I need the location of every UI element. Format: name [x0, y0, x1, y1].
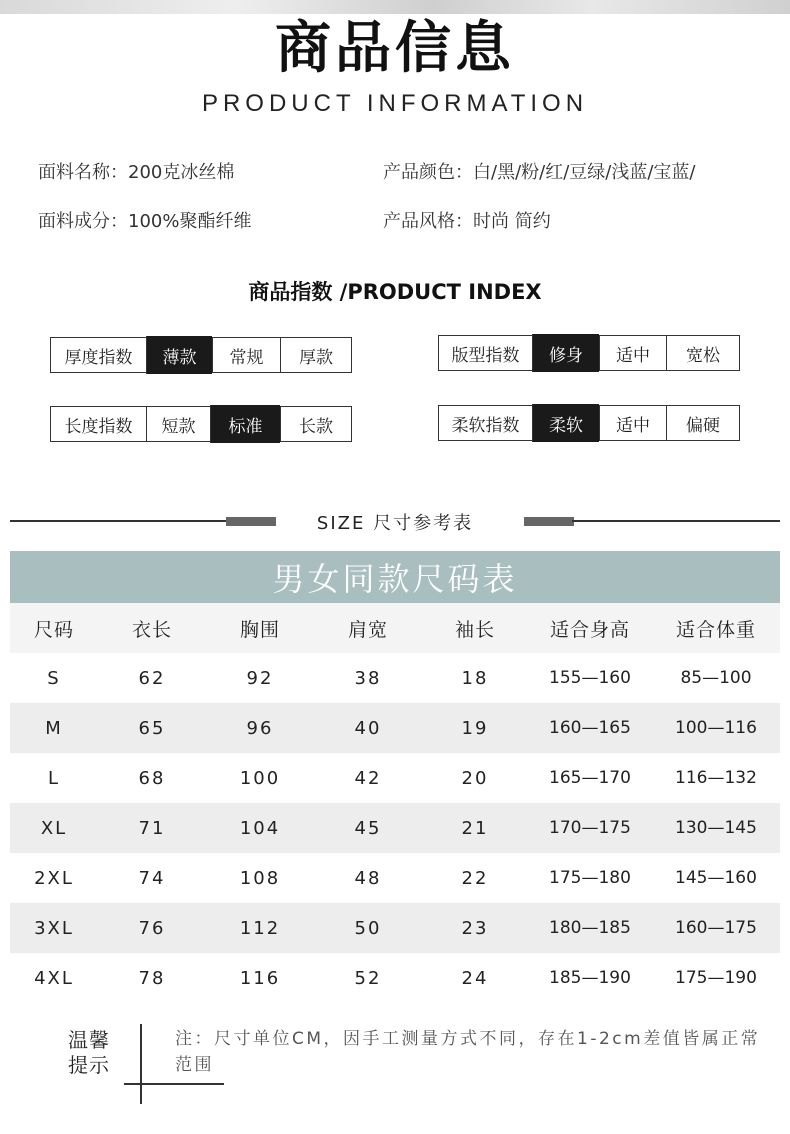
table-cell: 175—180	[549, 868, 631, 888]
fit-index-label: 版型指数	[451, 345, 520, 366]
info-colors: 产品颜色：白/黑/粉/红/豆绿/浅蓝/宝蓝/	[383, 162, 696, 183]
table-cell: M	[10, 703, 98, 753]
length-index-label: 长度指数	[64, 416, 133, 437]
table-cell: 116	[239, 967, 281, 989]
table-cell: 52	[354, 967, 382, 989]
table-cell: 19	[422, 703, 528, 753]
table-row	[10, 903, 780, 953]
tips-text: 注：尺寸单位CM，因手工测量方式不同，存在1-2cm差值皆属正常范围	[175, 1029, 761, 1075]
table-cell: 45	[314, 803, 422, 853]
size-table-body	[10, 653, 780, 1003]
size-section-label: SIZE 尺寸参考表	[316, 513, 474, 534]
table-cell: 65	[98, 703, 206, 753]
table-cell: 160—165	[528, 703, 652, 753]
table-row	[10, 953, 780, 1003]
table-cell: 170—175	[528, 803, 652, 853]
table-cell: 50	[314, 903, 422, 953]
table-cell: 112	[206, 903, 314, 953]
table-cell: 62	[138, 667, 166, 689]
fit-option-loose: 宽松	[666, 336, 739, 370]
table-cell: 18	[461, 667, 489, 689]
fit-index	[438, 335, 740, 371]
table-cell: 175—190	[675, 968, 757, 988]
table-row	[10, 803, 780, 853]
size-divider-right-block	[524, 517, 574, 526]
table-cell: 20	[461, 767, 489, 789]
table-row	[10, 753, 780, 803]
fit-option-slim: 修身	[532, 334, 599, 372]
table-cell: 74	[138, 867, 166, 889]
thickness-option-regular: 常规	[212, 338, 280, 372]
table-cell: 160—175	[652, 903, 780, 953]
table-cell: 155—160	[549, 668, 631, 688]
tips-vertical-line	[140, 1024, 142, 1104]
thickness-option-thick: 厚款	[280, 338, 351, 372]
thickness-index-label: 厚度指数	[64, 347, 133, 368]
header-size: 尺码	[10, 603, 98, 653]
table-row	[10, 703, 780, 753]
header-shoulder: 肩宽	[314, 603, 422, 653]
tips-label-line2: 提示	[68, 1053, 110, 1077]
table-cell: 68	[138, 767, 166, 789]
info-composition: 面料成分：100%聚酯纤维	[38, 211, 252, 232]
tips-label	[68, 1028, 124, 1078]
table-cell: XL	[10, 803, 98, 853]
table-cell: 130—145	[652, 803, 780, 853]
table-cell: 76	[98, 903, 206, 953]
table-cell: 85—100	[680, 668, 752, 688]
length-option-long: 长款	[280, 407, 351, 441]
table-cell: 40	[314, 703, 422, 753]
info-fabric-name: 面料名称：200克冰丝棉	[38, 162, 235, 183]
thickness-option-thin: 薄款	[146, 336, 212, 374]
table-cell: S	[47, 667, 61, 689]
thickness-index	[50, 337, 352, 373]
header-sleeve: 袖长	[422, 603, 528, 653]
table-cell: 22	[461, 867, 489, 889]
product-index-title: 商品指数 /PRODUCT INDEX	[248, 280, 542, 304]
table-cell: 21	[422, 803, 528, 853]
table-cell: 4XL	[34, 967, 74, 989]
fit-option-medium: 适中	[599, 336, 666, 370]
header-length: 衣长	[98, 603, 206, 653]
table-cell: 92	[246, 667, 274, 689]
length-option-short: 短款	[146, 407, 210, 441]
table-cell: 48	[354, 867, 382, 889]
table-cell: 38	[354, 667, 382, 689]
table-cell: 96	[206, 703, 314, 753]
table-cell: 2XL	[34, 867, 74, 889]
table-cell: 100—116	[652, 703, 780, 753]
length-index	[50, 406, 352, 442]
table-row	[10, 853, 780, 903]
table-row	[10, 653, 780, 703]
softness-index	[438, 405, 740, 441]
tips-horizontal-line	[124, 1083, 224, 1085]
tips-label-line1: 温馨	[68, 1028, 110, 1052]
size-table	[10, 603, 780, 1003]
table-cell: 108	[239, 867, 281, 889]
size-divider-right-line	[572, 520, 780, 522]
softness-option-stiff: 偏硬	[666, 406, 739, 440]
table-cell: 24	[461, 967, 489, 989]
table-cell: 42	[354, 767, 382, 789]
header-weight: 适合体重	[652, 603, 780, 653]
table-cell: 71	[98, 803, 206, 853]
table-cell: 78	[138, 967, 166, 989]
table-cell: 23	[422, 903, 528, 953]
page-title: 商品信息	[275, 16, 515, 81]
softness-index-label: 柔软指数	[451, 415, 520, 436]
table-cell: 3XL	[10, 903, 98, 953]
softness-option-soft: 柔软	[532, 404, 599, 442]
table-cell: L	[47, 767, 61, 789]
table-cell: 185—190	[549, 968, 631, 988]
table-cell: 180—185	[528, 903, 652, 953]
softness-option-medium: 适中	[599, 406, 666, 440]
table-cell: 116—132	[675, 768, 757, 788]
table-cell: 165—170	[549, 768, 631, 788]
top-photo-strip	[0, 0, 790, 14]
table-cell: 104	[206, 803, 314, 853]
table-cell: 145—160	[675, 868, 757, 888]
length-option-standard: 标准	[210, 405, 280, 443]
header-chest: 胸围	[206, 603, 314, 653]
table-cell: 100	[239, 767, 281, 789]
info-style: 产品风格：时尚 简约	[383, 211, 551, 232]
header-height: 适合身高	[528, 603, 652, 653]
size-table-banner: 男女同款尺码表	[10, 551, 780, 603]
size-table-header-row	[10, 603, 780, 653]
page-subtitle: PRODUCT INFORMATION	[201, 90, 589, 117]
